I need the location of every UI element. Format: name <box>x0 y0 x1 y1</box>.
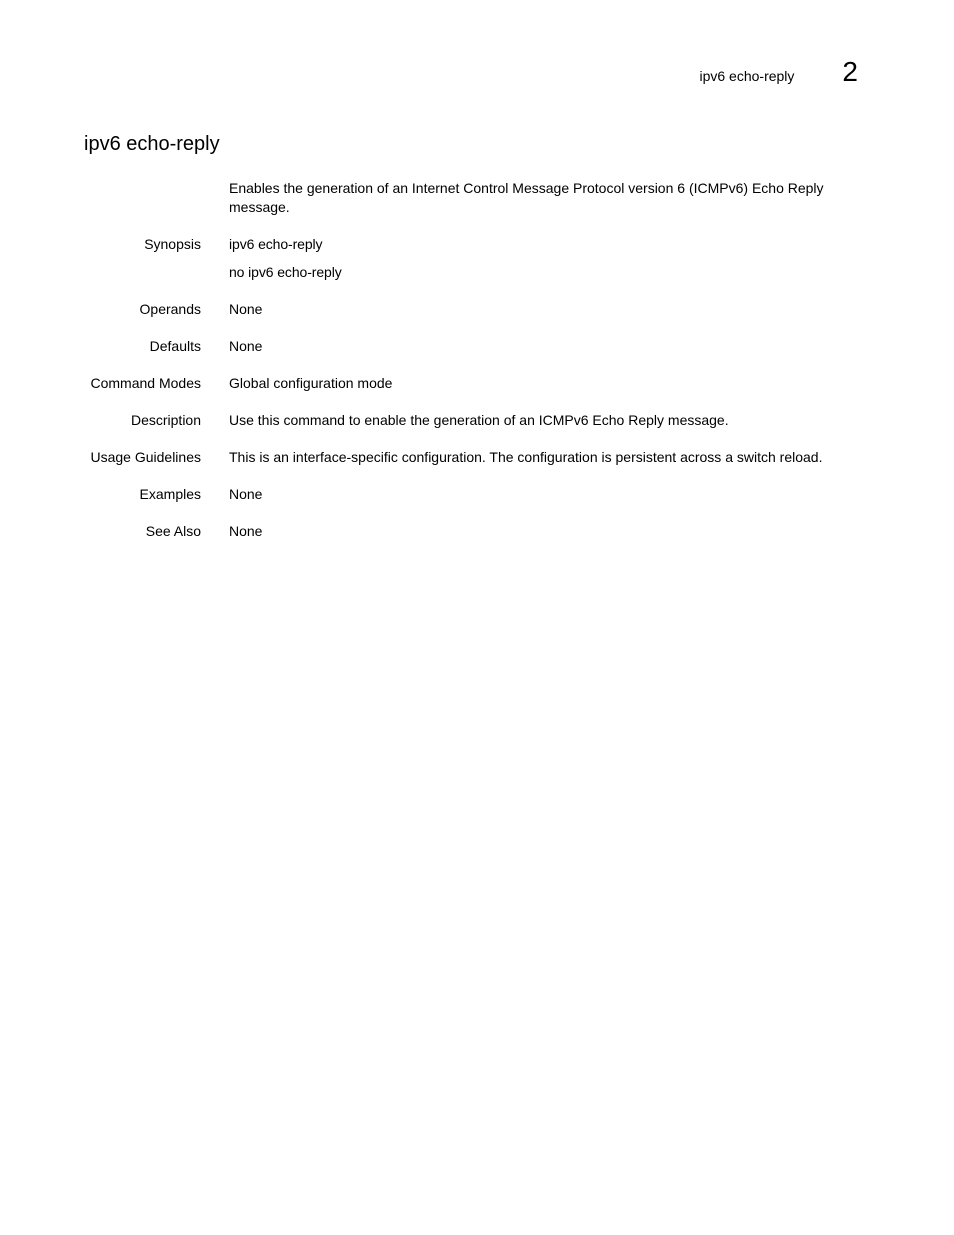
synopsis-label: Synopsis <box>144 236 201 252</box>
synopsis-command: ipv6 echo-reply <box>229 236 323 252</box>
command-modes-label: Command Modes <box>90 375 201 391</box>
running-title: ipv6 echo-reply <box>699 68 795 84</box>
see-also-row <box>84 522 874 541</box>
command-modes-text: Global configuration mode <box>229 375 393 391</box>
defaults-text: None <box>229 338 263 354</box>
synopsis-no-command: no ipv6 echo-reply <box>229 264 342 280</box>
page-title: ipv6 echo-reply <box>84 133 220 155</box>
examples-text: None <box>229 486 263 502</box>
command-reference-entry <box>84 179 874 559</box>
operands-row <box>84 300 874 319</box>
see-also-text: None <box>229 523 263 539</box>
usage-guidelines-text: This is an interface-specific configuration. The configuration is persistent across a switch reload. <box>229 449 823 465</box>
defaults-row <box>84 337 874 356</box>
command-modes-row <box>84 374 874 393</box>
description-row <box>84 411 874 430</box>
running-header <box>699 56 858 88</box>
summary-text: Enables the generation of an Internet Control Message Protocol version 6 (ICMPv6) Echo Reply message. <box>229 180 824 215</box>
examples-label: Examples <box>139 486 201 502</box>
summary-row <box>84 179 874 217</box>
synopsis-row <box>84 235 874 282</box>
examples-row <box>84 485 874 504</box>
description-text: Use this command to enable the generation of an ICMPv6 Echo Reply message. <box>229 412 729 428</box>
operands-text: None <box>229 301 263 317</box>
operands-label: Operands <box>139 301 201 317</box>
usage-guidelines-row <box>84 448 874 467</box>
description-label: Description <box>130 412 201 428</box>
chapter-number: 2 <box>842 56 858 87</box>
usage-guidelines-label: Usage Guidelines <box>90 449 201 465</box>
see-also-label: See Also <box>145 523 201 539</box>
summary-label-spacer <box>84 179 201 217</box>
synopsis-content <box>229 235 874 282</box>
defaults-label: Defaults <box>149 338 201 354</box>
